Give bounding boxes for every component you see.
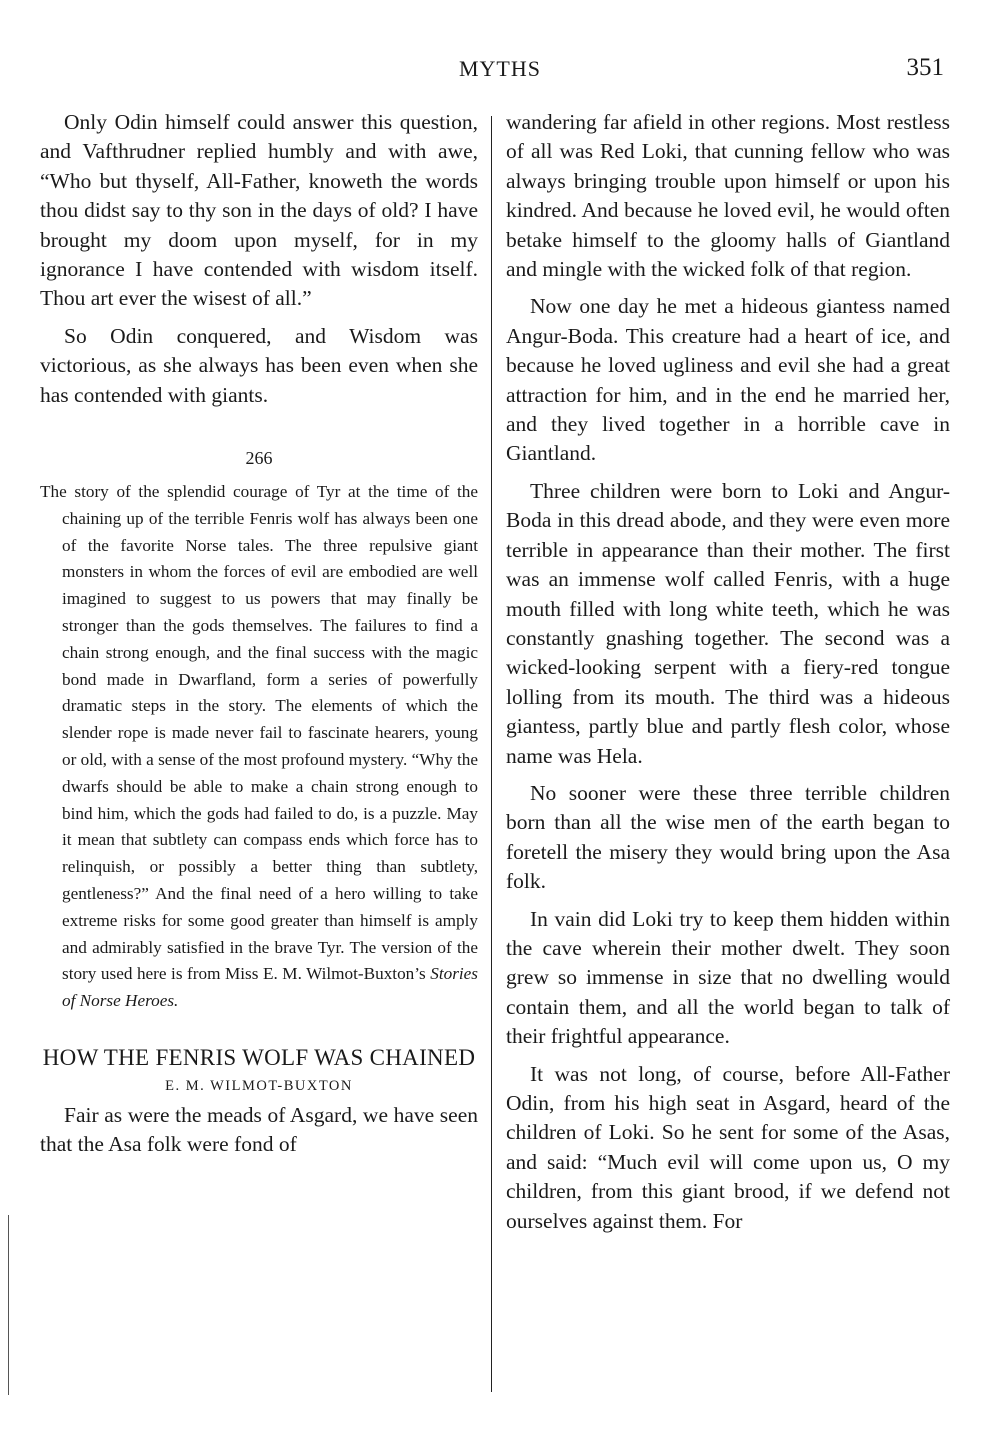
running-title: MYTHS <box>458 56 541 81</box>
paragraph: Three children were born to Loki and Angur-Boda in this dread abode, and they were even more terrible in appearance than their mother. The first was an immense wolf called Fenris, with a huge mouth filled with long white teeth, which he was constantly gnashing together. The second was a wicked-looking serpent with a fiery-red tongue lolling from its mouth. The third was a hideous giantess, partly blue and partly flesh color, whose name was Hela. <box>506 478 950 768</box>
right-column <box>506 108 950 1236</box>
paragraph: So Odin conquered, and Wisdom was victorious, as she always has been even when she has contended with giants. <box>40 323 478 407</box>
paragraph: Fair as were the meads of Asgard, we have seen that the Asa folk were fond of <box>40 1103 478 1157</box>
story-title: HOW THE FENRIS WOLF WAS CHAINED <box>42 1045 476 1070</box>
note-text: The story of the splendid courage of Tyr at the time of the chaining up of the terrible Fenris wolf has always been one of the favorite Norse tales. The three repulsive giant monsters in whom the forces of evil are embodied are well imagined to suggest to us powers that may finally be stronger than the gods themselves. The failures to find a chain strong enough, and the final success with the magic bond made in Dwarfland, form a series of powerfully dramatic steps in the story. The elements of which the slender rope is made never fail to fascinate hearers, young or old, with a sense of the most profound mystery. “Why the dwarfs should be able to make a chain strong enough to bind him, which the gods had failed to do, is a puzzle. May it mean that subtlety can compass ends which force has to relinquish, or possibly a better thing than subtlety, gentleness?” And the final need of a hero willing to take extreme risks for some good greater than himself is amply and admirably satisfied in the brave Tyr. The version of the story used here is from Miss E. M. Wilmot-Buxton’s <box>40 482 478 984</box>
note-number: 266 <box>245 448 273 469</box>
running-header <box>0 54 1000 84</box>
page-number: 351 <box>906 54 944 81</box>
editorial-note <box>40 479 478 1015</box>
paragraph: Now one day he met a hideous giantess named Angur-Boda. This creature had a heart of ice, and because he loved ugliness and evil she had a great attraction for him, and in the end he married her, and they lived together in a horrible cave in Giantland. <box>506 294 950 466</box>
margin-mark <box>8 1215 9 1395</box>
column-divider <box>491 116 492 1392</box>
story-author: E. M. WILMOT-BUXTON <box>165 1078 353 1094</box>
note-book-title: Stories of Norse Heroes. <box>62 964 478 1011</box>
left-column <box>40 108 478 1160</box>
paragraph: It was not long, of course, before All-Father Odin, from his high seat in Asgard, heard of the children of Loki. So he sent for some of the Asas, and said: “Much evil will come upon us, O my children, from this giant brood, if we defend not ourselves against them. For <box>506 1061 950 1233</box>
paragraph: Only Odin himself could answer this question, and Vafthrudner replied humbly and with awe, “Who but thyself, All-Father, knoweth the words thou didst say to thy son in the days of old? I have brought my doom upon myself, for in my ignorance I have contended with wisdom itself. Thou art ever the wisest of all.” <box>40 110 478 311</box>
paragraph: wandering far afield in other regions. Most restless of all was Red Loki, that cunning fellow who was always bringing trouble upon himself or upon his kindred. And because he loved evil, he would often betake himself to the gloomy halls of Giantland and mingle with the wicked folk of that region. <box>506 110 950 282</box>
paragraph: No sooner were these three terrible children born than all the wise men of the earth began to foretell the misery they would bring upon the Asa folk. <box>506 780 950 894</box>
paragraph: In vain did Loki try to keep them hidden within the cave wherein their mother dwelt. They soon grew so immense in size that no dwelling would contain them, and all the world began to talk of their frightful appearance. <box>506 906 950 1049</box>
